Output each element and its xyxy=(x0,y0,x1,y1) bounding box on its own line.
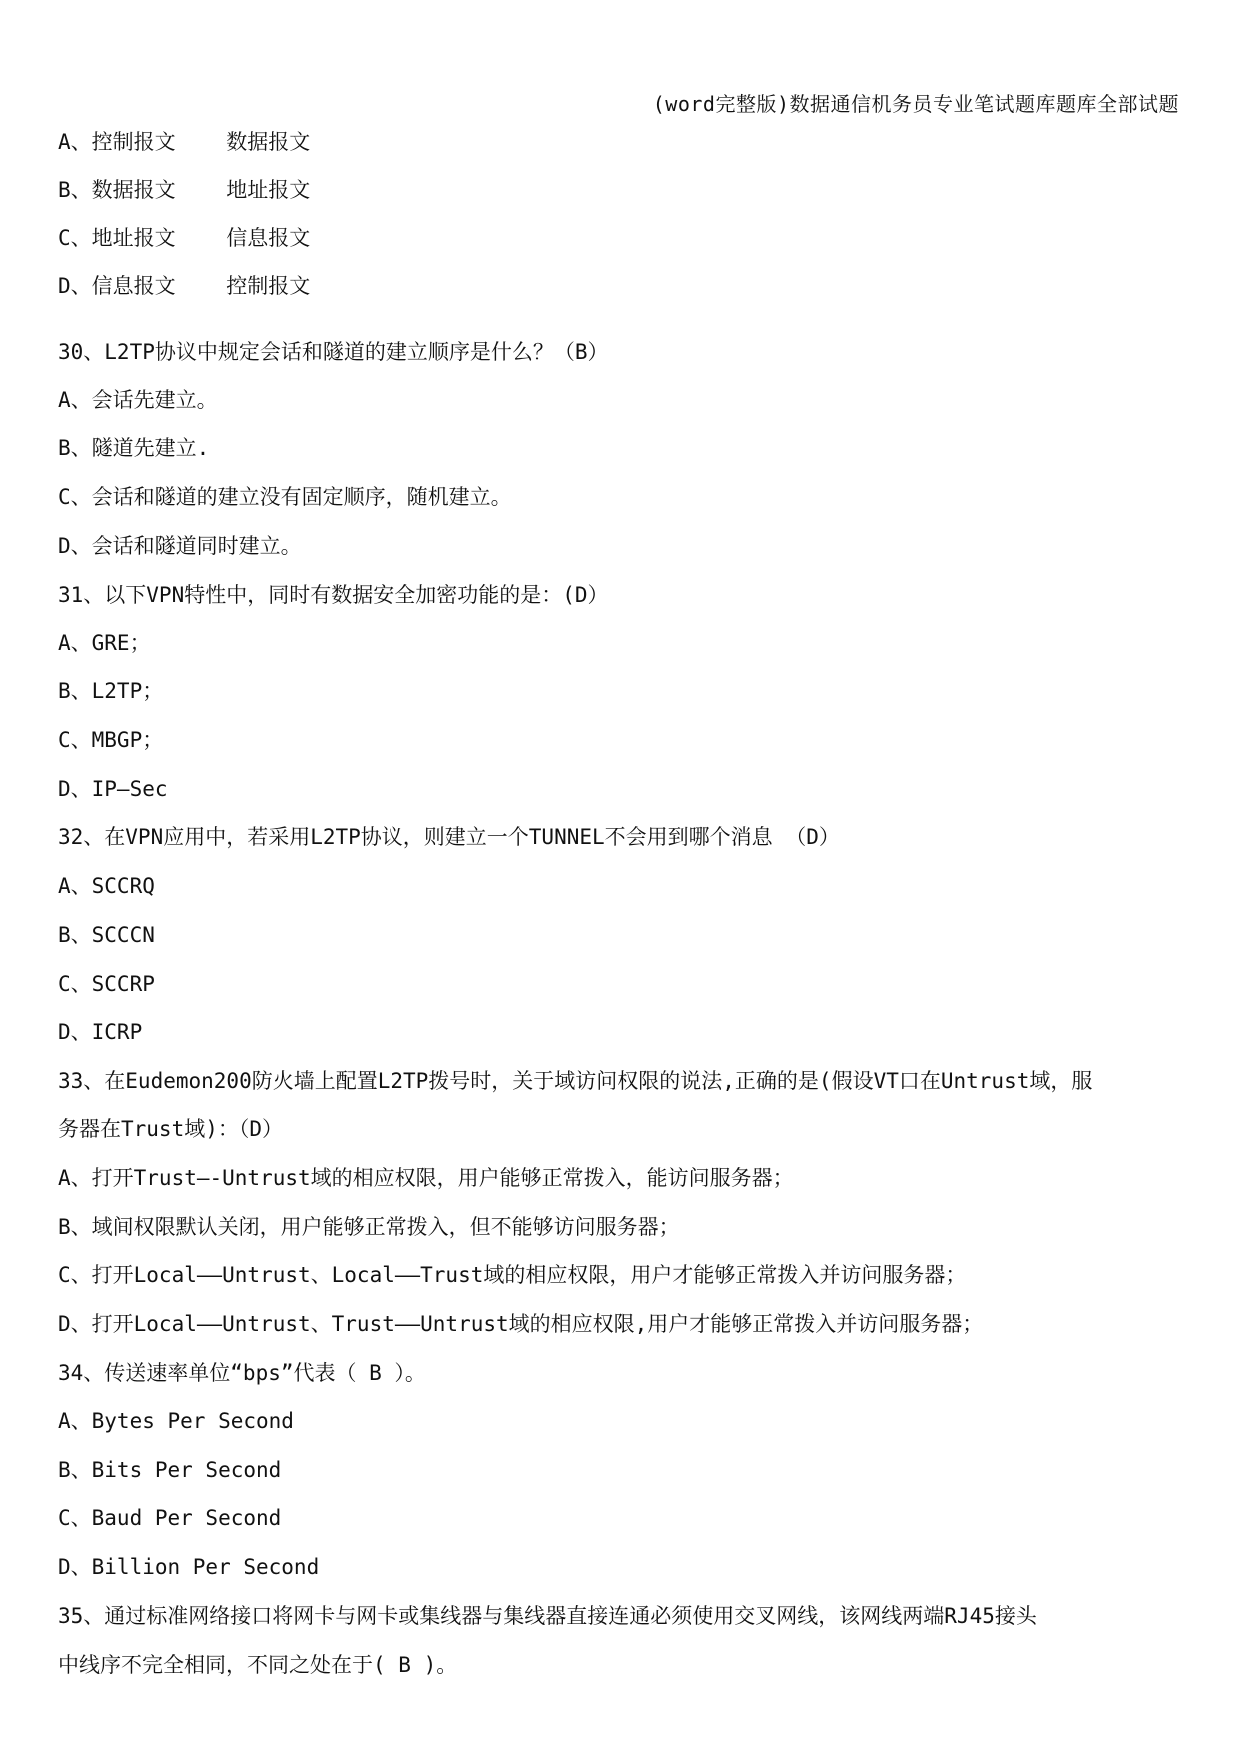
text-line: B、L2TP； xyxy=(58,679,164,703)
page-header: (word完整版)数据通信机务员专业笔试题库题库全部试题 xyxy=(652,92,1179,116)
text-line: A、控制报文 数据报文 xyxy=(58,130,311,154)
text-line: C、SCCRP xyxy=(58,972,155,996)
text-line: C、Baud Per Second xyxy=(58,1506,282,1530)
text-line: C、打开Local——Untrust、Local——Trust域的相应权限，用户才能够正常拨入并访问服务器； xyxy=(58,1263,967,1287)
text-line: 32、在VPN应用中，若采用L2TP协议，则建立一个TUNNEL不会用到哪个消息 （D） xyxy=(58,825,840,849)
text-line: D、信息报文 控制报文 xyxy=(58,274,311,298)
text-line: A、Bytes Per Second xyxy=(58,1409,294,1433)
text-line: A、GRE； xyxy=(58,631,151,655)
text-line: D、ICRP xyxy=(58,1020,143,1044)
text-line: C、地址报文 信息报文 xyxy=(58,226,311,250)
text-line: D、会话和隧道同时建立。 xyxy=(58,534,302,558)
text-line: A、会话先建立。 xyxy=(58,388,218,412)
text-line: 中线序不完全相同，不同之处在于( B )。 xyxy=(58,1653,458,1677)
text-line: D、IP—Sec xyxy=(58,777,168,801)
text-line: C、会话和隧道的建立没有固定顺序，随机建立。 xyxy=(58,485,512,509)
text-line: 31、以下VPN特性中，同时有数据安全加密功能的是：(D） xyxy=(58,583,609,607)
text-line: D、打开Local——Untrust、Trust——Untrust域的相应权限,用户才能够正常拨入并访问服务器； xyxy=(58,1312,984,1336)
text-line: B、域间权限默认关闭，用户能够正常拨入，但不能够访问服务器； xyxy=(58,1215,680,1239)
text-line: 33、在Eudemon200防火墙上配置L2TP拨号时，关于域访问权限的说法,正确的是(假设VT口在Untrust域，服 xyxy=(58,1069,1093,1093)
text-line: B、隧道先建立. xyxy=(58,436,210,460)
text-line: B、数据报文 地址报文 xyxy=(58,178,311,202)
text-line: 35、通过标准网络接口将网卡与网卡或集线器与集线器直接连通必须使用交叉网线，该网线两端RJ45接头 xyxy=(58,1604,1037,1628)
text-line: 30、L2TP协议中规定会话和隧道的建立顺序是什么？（B） xyxy=(58,340,609,364)
text-line: B、Bits Per Second xyxy=(58,1458,282,1482)
text-line: D、Billion Per Second xyxy=(58,1555,320,1579)
text-line: C、MBGP； xyxy=(58,728,164,752)
text-line: 务器在Trust域)：（D） xyxy=(58,1117,284,1141)
text-line: 34、传送速率单位“bps”代表（ B ）。 xyxy=(58,1361,426,1385)
text-line: B、SCCCN xyxy=(58,923,155,947)
text-line: A、打开Trust—-Untrust域的相应权限，用户能够正常拨入，能访问服务器； xyxy=(58,1166,794,1190)
text-line: A、SCCRQ xyxy=(58,874,155,898)
